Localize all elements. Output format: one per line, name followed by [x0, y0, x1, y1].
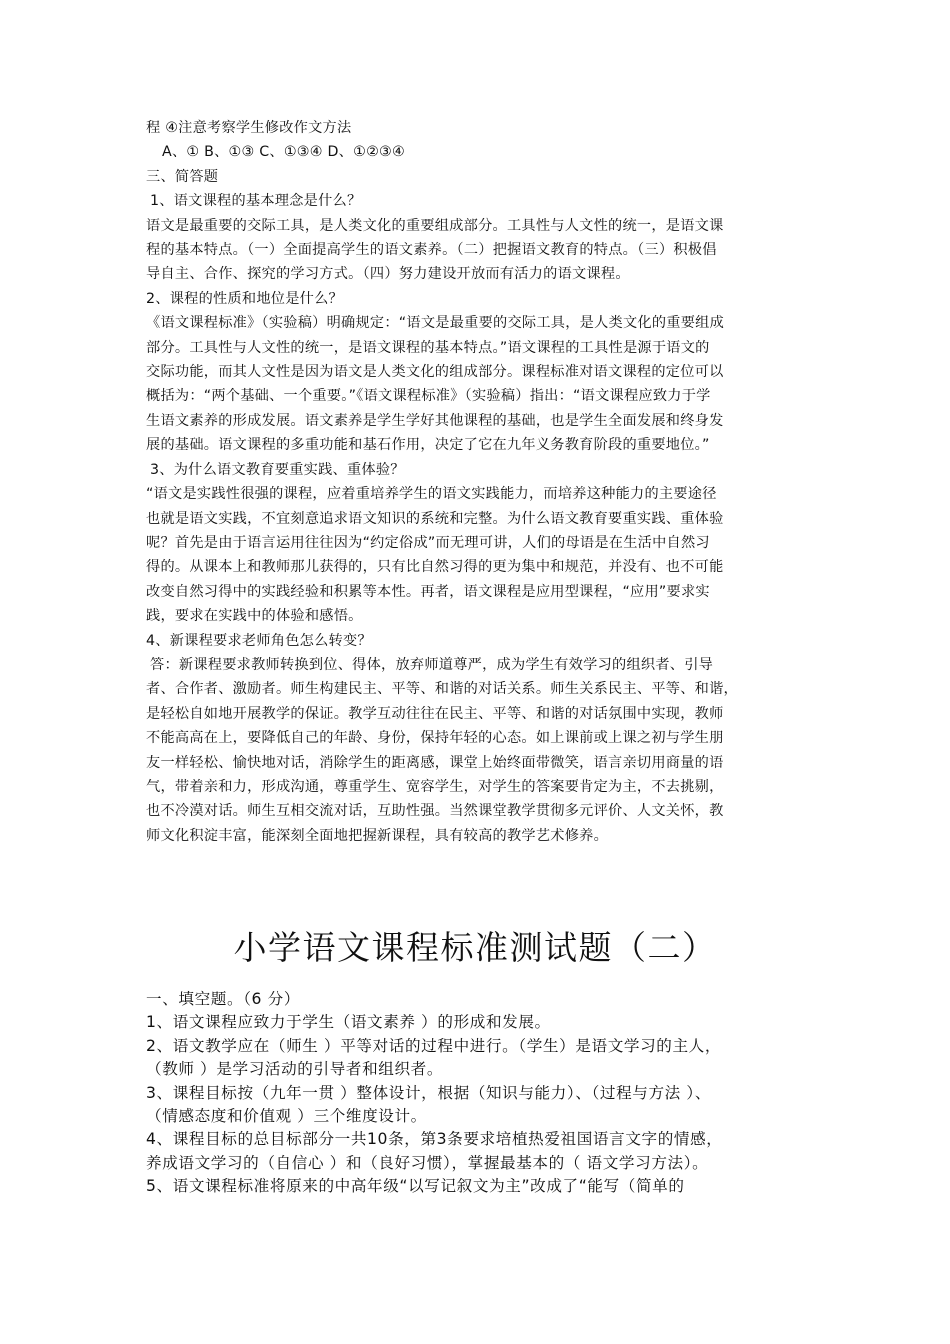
section-heading: 三、简答题 — [146, 168, 219, 185]
text-line: 践，要求在实践中的体验和感悟。 — [146, 608, 363, 625]
text-line: 师文化积淀丰富，能深刻全面地把握新课程，具有较高的教学艺术修养。 — [146, 827, 609, 844]
text-line: 交际功能，而其人文性是因为语文是人类文化的组成部分。课程标准对语文课程的定位可以 — [146, 364, 724, 381]
document-title: 小学语文课程标准测试题（二） — [233, 928, 717, 967]
text-line: 部分。工具性与人文性的统一，是语文课程的基本特点。”语文课程的工具性是源于语文的 — [146, 339, 710, 356]
text-line: 语文是最重要的交际工具，是人类文化的重要组成部分。工具性与人文性的统一，是语文课 — [146, 217, 724, 234]
text-line: （情感态度和价值观 ）三个维度设计。 — [146, 1107, 427, 1126]
answer-options: A、① B、①③ C、①③④ D、①②③④ — [162, 144, 405, 161]
question-item: 1、语文课程应致力于学生（语文素养 ）的形成和发展。 — [146, 1013, 551, 1032]
text-line: 程 ④注意考察学生修改作文方法 — [146, 120, 352, 136]
text-line: “语文是实践性很强的课程，应着重培养学生的语文实践能力，而培养这种能力的主要途径 — [146, 486, 717, 503]
question-item: 5、语文课程标准将原来的中高年级“以写记叙文为主”改成了“能写（简单的 — [146, 1177, 685, 1196]
question-item: 2、语文教学应在（师生 ）平等对话的过程中进行。（学生）是语文学习的主人， — [146, 1036, 722, 1055]
text-line: 也就是语文实践，不宜刻意追求语文知识的系统和完整。为什么语文教育要重实践、重体验 — [146, 510, 724, 527]
text-line: 友一样轻松、愉快地对话，消除学生的距离感，课堂上始终面带微笑，语言亲切用商量的语 — [146, 754, 724, 771]
text-line: 气，带着亲和力，形成沟通，尊重学生、宽容学生，对学生的答案要肯定为主，不去挑剔， — [146, 778, 724, 795]
text-line: 答：新课程要求教师转换到位、得体，放弃师道尊严，成为学生有效学习的组织者、引导 — [150, 656, 714, 673]
text-line: 导自主、合作、探究的学习方式。（四）努力建设开放而有活力的语文课程。 — [146, 266, 630, 283]
text-line: 不能高高在上，要降低自己的年龄、身份，保持年轻的心态。如上课前或上课之初与学生朋 — [146, 730, 724, 747]
question-2: 2、课程的性质和地位是什么？ — [146, 290, 343, 307]
text-line: 呢？首先是由于语言运用往往因为“约定俗成”而无理可讲，人们的母语是在生活中自然习 — [146, 534, 710, 551]
answer-section — [146, 116, 808, 848]
text-line: 程的基本特点。（一）全面提高学生的语文素养。（二）把握语文教育的特点。（三）积极倡 — [146, 242, 717, 259]
text-line: 也不冷漠对话。师生互相交流对话，互助性强。当然课堂教学贯彻多元评价、人文关怀，教 — [146, 803, 724, 820]
question-4: 4、新课程要求老师角色怎么转变？ — [146, 632, 372, 649]
text-line: 者、合作者、激励者。师生构建民主、平等、和谐的对话关系。师生关系民主、平等、和谐， — [146, 681, 738, 698]
text-line: 《语文课程标准》（实验稿）明确规定：“语文是最重要的交际工具，是人类文化的重要组成 — [146, 315, 725, 332]
question-1: 1、语文课程的基本理念是什么？ — [150, 193, 362, 210]
text-line: 概括为：“两个基础、一个重要。”《语文课程标准》（实验稿）指出：“语文课程应致力于学 — [146, 388, 711, 405]
text-line: 是轻松自如地开展教学的保证。教学互动往往在民主、平等、和谐的对话氛围中实现，教师 — [146, 705, 724, 722]
text-line: 改变自然习得中的实践经验和积累等本性。再者，语文课程是应用型课程，“应用”要求实 — [146, 583, 710, 600]
text-line: 得的。从课本上和教师那儿获得的，只有比自然习得的更为集中和规范，并没有、也不可能 — [146, 559, 724, 576]
question-item: 4、课程目标的总目标部分一共10条，第3条要求培植热爱祖国语言文字的情感， — [146, 1130, 723, 1149]
text-line: 生语文素养的形成发展。语文素养是学生学好其他课程的基础，也是学生全面发展和终身发 — [146, 412, 724, 429]
fill-in-section — [146, 988, 808, 1199]
section-heading: 一、填空题。（6 分） — [146, 990, 301, 1008]
question-3: 3、为什么语文教育要重实践、重体验？ — [150, 461, 405, 478]
text-line: 养成语文学习的（自信心 ）和（良好习惯），掌握最基本的（ 语文学习方法）。 — [146, 1153, 709, 1172]
text-line: （教师 ）是学习活动的引导者和组织者。 — [146, 1060, 444, 1079]
text-line: 展的基础。语文课程的多重功能和基石作用，决定了它在九年义务教育阶段的重要地位。” — [146, 437, 710, 454]
question-item: 3、课程目标按（九年一贯 ）整体设计，根据（知识与能力）、（过程与方法 ）、 — [146, 1083, 712, 1102]
